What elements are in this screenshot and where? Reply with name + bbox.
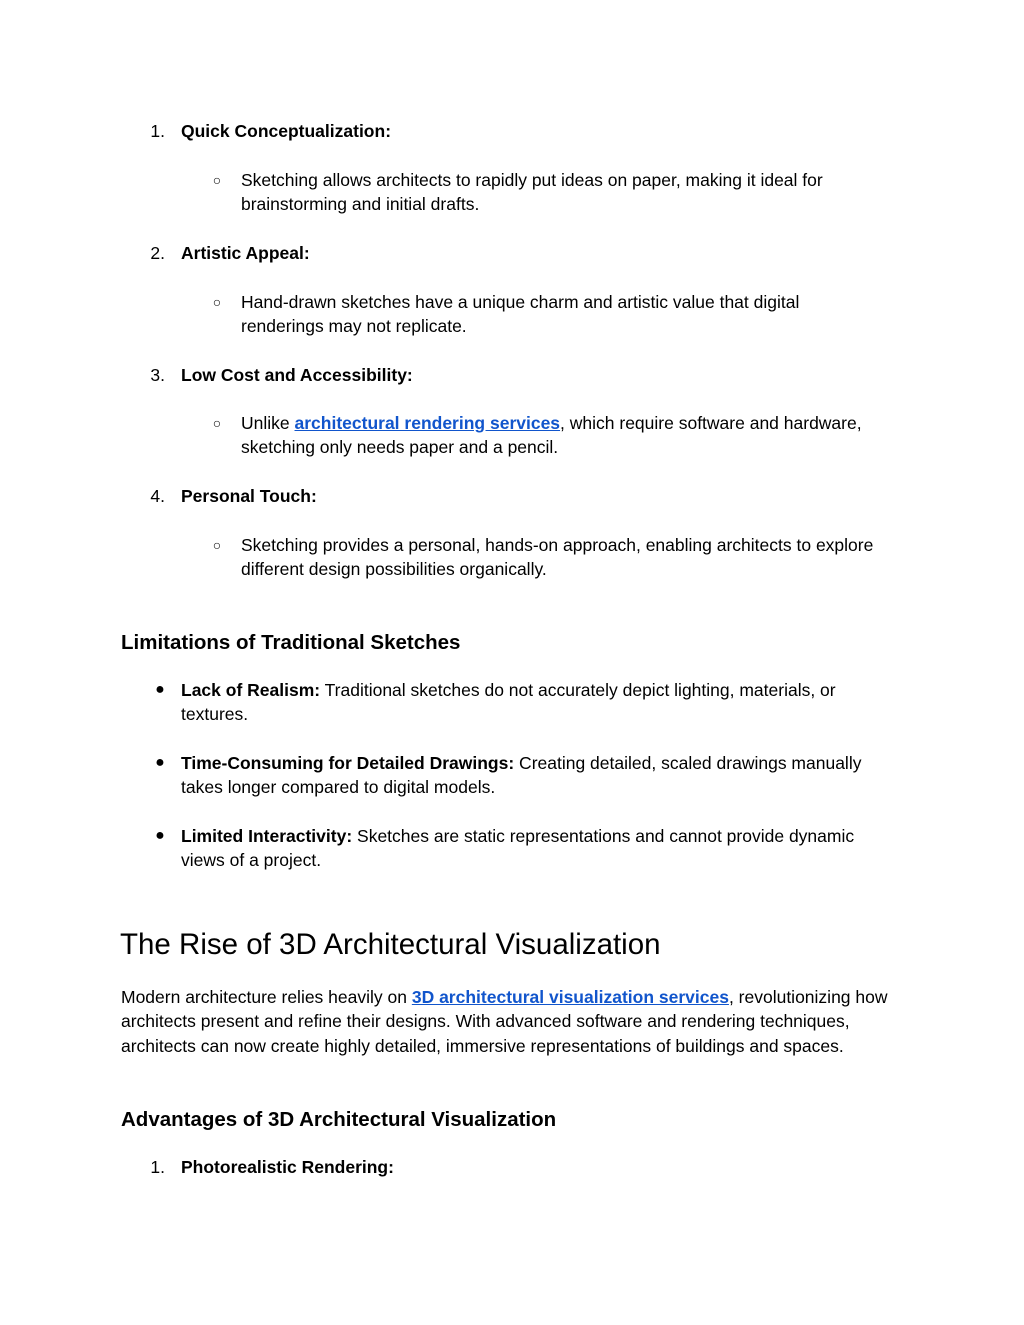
- paragraph-text: Modern architecture relies heavily on: [121, 987, 412, 1007]
- bullet-item-title: Limited Interactivity:: [181, 826, 353, 846]
- list-item-detail: Hand-drawn sketches have a unique charm and artistic value that digital renderings may not replicate.: [241, 292, 800, 337]
- solid-bullet-icon: ●: [155, 827, 165, 844]
- 3d-visualization-services-link[interactable]: 3D architectural visualization services: [411, 987, 729, 1007]
- bullet-item: [181, 751, 901, 800]
- hollow-bullet-icon: ○: [212, 537, 222, 553]
- bullet-item-title: Time-Consuming for Detailed Drawings:: [181, 753, 515, 773]
- list-number: 4.: [150, 486, 165, 506]
- architectural-rendering-services-link[interactable]: architectural rendering services: [294, 413, 561, 433]
- solid-bullet-icon: ●: [155, 754, 165, 771]
- page-title: The Rise of 3D Architectural Visualization: [120, 928, 661, 961]
- list-item-detail: Sketching allows architects to rapidly put ideas on paper, making it ideal for brainstorming and initial drafts.: [241, 170, 823, 215]
- detail-text: , which require software and hardware, sketching only needs paper and a pencil.: [241, 413, 862, 458]
- bullet-item-title: Lack of Realism:: [181, 680, 321, 700]
- list-item-title: Low Cost and Accessibility:: [181, 365, 413, 385]
- list-item-title: Personal Touch:: [181, 486, 317, 506]
- bullet-item-text: Creating detailed, scaled drawings manually takes longer compared to digital models.: [181, 753, 862, 798]
- list-number: 1.: [150, 121, 165, 141]
- bullet-item-text: Traditional sketches do not accurately depict lighting, materials, or textures.: [181, 680, 836, 725]
- bullet-item: [181, 824, 901, 873]
- solid-bullet-icon: ●: [155, 681, 165, 698]
- list-number: 1.: [150, 1157, 165, 1177]
- paragraph-text: , revolutionizing how architects present and refine their designs. With advanced software and rendering techniques, architects can now create highly detailed, immersive representations of buildings and spaces.: [121, 987, 888, 1056]
- hollow-bullet-icon: ○: [212, 294, 222, 310]
- list-number: 3.: [150, 365, 165, 385]
- list-item-title: Artistic Appeal:: [181, 243, 310, 263]
- list-item-detail: [241, 411, 911, 460]
- intro-paragraph: [121, 985, 896, 1058]
- bullet-item-text: Sketches are static representations and cannot provide dynamic views of a project.: [181, 826, 855, 871]
- section-heading: Advantages of 3D Architectural Visualization: [121, 1108, 557, 1131]
- bullet-item: [181, 678, 901, 727]
- list-number: 2.: [150, 243, 165, 263]
- list-item-detail: Sketching provides a personal, hands-on approach, enabling architects to explore different design possibilities organically.: [241, 535, 874, 580]
- hollow-bullet-icon: ○: [212, 415, 222, 431]
- list-item-title: Photorealistic Rendering:: [181, 1157, 394, 1177]
- list-item-title: Quick Conceptualization:: [181, 121, 392, 141]
- section-heading: Limitations of Traditional Sketches: [121, 631, 461, 654]
- detail-text: Unlike: [241, 413, 295, 433]
- hollow-bullet-icon: ○: [212, 172, 222, 188]
